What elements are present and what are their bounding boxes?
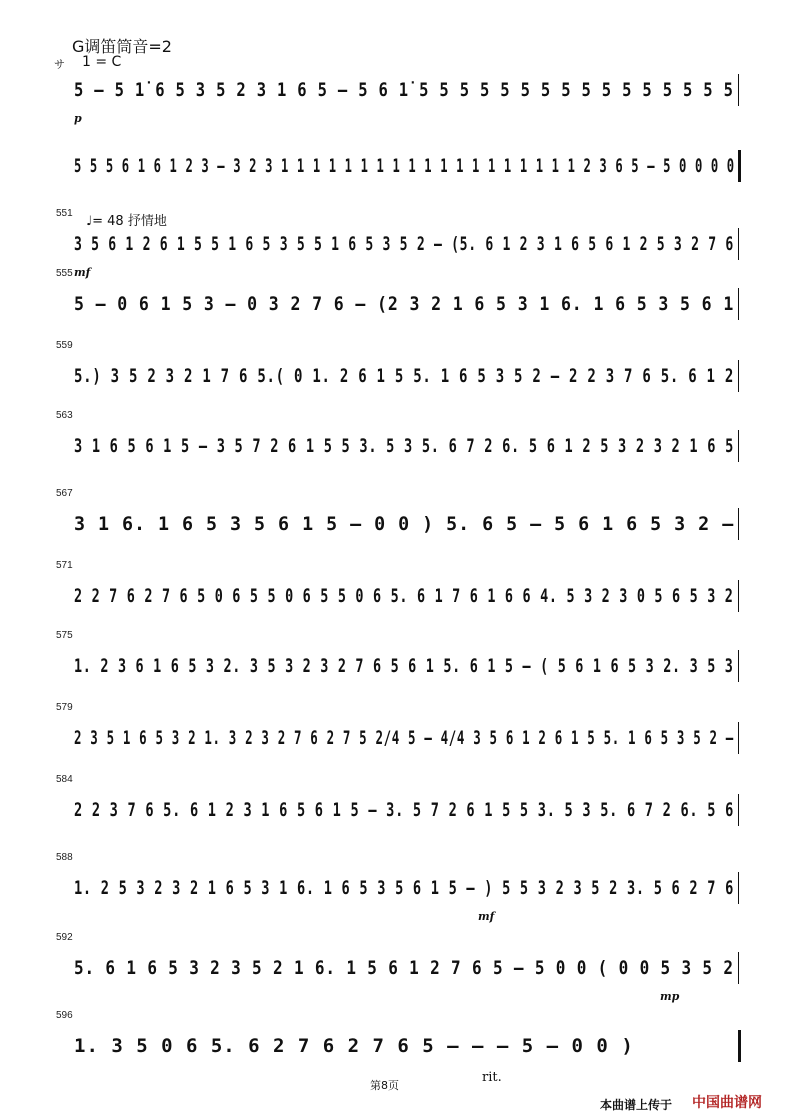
jianpu-notes: 5. 6 1 6 5 3 2 3 5 2 1 6. 1 5 6 1 2 7 6 5 – 5 0 0 ( 0 0 5 3 5 2: [74, 957, 734, 979]
jianpu-notes: 2 3 5 1 6 5 3 2 1. 3 2 3 2 7 6 2 7 5 2/4 5 – 4/4 3 5 6 1 2 6 1 5 5. 1 6 5 3 5 2 –: [74, 727, 734, 749]
measure-number: 555: [56, 268, 73, 279]
barline: [738, 288, 739, 320]
jianpu-notes: 5.) 3 5 2 3 2 1 7 6 5.( 0 1. 2 6 1 5 5. 1 6 5 3 5 2 – 2 2 3 7 6 5. 6 1 2: [74, 365, 735, 387]
jianpu-notes: 2 2 7 6 2 7 6 5 0 6 5 5 0 6 5 5 0 6 5. 6 1 7 6 1 6 6 4. 5 3 2 3 0 5 6 5 3 2: [74, 585, 734, 607]
barline: [738, 794, 739, 826]
measure-number: 592: [56, 932, 73, 943]
notation-line: [74, 792, 750, 828]
jianpu-notes: 3 1 6 5 6 1 5 – 3 5 7 2 6 1 5 5 3. 5 3 5. 6 7 2 6. 5 6 1 2 5 3 2 3 2 1 6 5: [74, 435, 734, 457]
music-system: [0, 852, 790, 938]
barline: [738, 650, 739, 682]
notation-line: [74, 358, 750, 394]
notation-line: [74, 578, 750, 614]
barline: [738, 580, 739, 612]
jianpu-notes: 5 5 5 6 1 6 1 2 3 – 3 2 3 1 1 1 1 1 1 1 1 1 1 1 1 1 1 1 1 1 1 1 2 3 6 5 – 5 0 0 0 0: [74, 155, 735, 177]
barline: [738, 1030, 741, 1062]
measure-number: 551: [56, 208, 73, 219]
notation-line: [74, 286, 750, 322]
measure-number: 571: [56, 560, 73, 571]
barline: [738, 508, 739, 540]
jianpu-notes: 1. 3 5 0 6 5. 6 2 7 6 2 7 6 5 – – – 5 – 0 0 ): [74, 1035, 634, 1057]
dynamic-mark: mf: [478, 910, 495, 923]
measure-number: 588: [56, 852, 73, 863]
measure-number: 579: [56, 702, 73, 713]
breath-mark: サ: [54, 58, 65, 71]
music-system: [0, 410, 790, 496]
notation-line: [74, 226, 750, 262]
jianpu-notes: 1. 2 3 6 1 6 5 3 2. 3 5 3 2 3 2 7 6 5 6 1 5. 6 1 5 – ( 5 6 1 6 5 3 2. 3 5 3: [74, 655, 734, 677]
ritardando-mark: rit.: [482, 1070, 502, 1085]
jianpu-notes: 5 – 5 1̇ 6 5 3 5 2 3 1 6 5 – 5 6 1̇ 5 5 5 5 5 5 5 5 5 5 5 5 5 5 5 5: [74, 79, 734, 101]
barline: [738, 74, 739, 106]
dynamic-mark: mp: [660, 990, 680, 1003]
notation-line: [74, 950, 750, 986]
barline: [738, 952, 739, 984]
measure-number: 575: [56, 630, 73, 641]
barline: [738, 872, 739, 904]
barline: [738, 430, 739, 462]
key-signature: G调笛筒音=2: [72, 37, 172, 56]
measure-number: 567: [56, 488, 73, 499]
barline: [738, 360, 739, 392]
notation-line: [74, 148, 750, 184]
music-system: [0, 48, 790, 134]
upload-credit: 本曲谱上传于: [600, 1098, 673, 1112]
jianpu-notes: 3 5 6 1 2 6 1 5 5 1 6 5 3 5 5 1 6 5 3 5 2 – (5. 6 1 2 3 1 6 5 6 1 2 5 3 2 7 6: [74, 233, 734, 255]
notation-line: [74, 506, 750, 542]
barline: [738, 722, 739, 754]
measure-number: 559: [56, 340, 73, 351]
dynamic-mark: mf: [74, 266, 91, 279]
site-logo: 中国曲谱网: [692, 1095, 762, 1111]
jianpu-notes: 5 – 0 6 1 5 3 – 0 3 2 7 6 – (2 3 2 1 6 5 3 1 6. 1 6 5 3 5 6 1: [74, 293, 735, 315]
notation-line: [74, 648, 750, 684]
music-system: [0, 130, 790, 216]
measure-number: 563: [56, 410, 73, 421]
music-system: [0, 774, 790, 860]
music-system: [0, 932, 790, 1018]
tempo-mark: ♩= 48 抒情地: [86, 214, 167, 229]
scale-mark: 1 = C: [82, 54, 122, 70]
dynamic-mark: p: [74, 112, 82, 125]
notation-line: [74, 428, 750, 464]
jianpu-notes: 3 1 6. 1 6 5 3 5 6 1 5 – 0 0 ) 5. 6 5 – 5 6 1 6 5 3 2 –: [74, 513, 735, 535]
barline: [738, 228, 739, 260]
page-number: 第8页: [370, 1079, 399, 1092]
notation-line: [74, 720, 750, 756]
notation-line: [74, 72, 750, 108]
jianpu-notes: 1. 2 5 3 2 3 2 1 6 5 3 1 6. 1 6 5 3 5 6 1 5 – ) 5 5 3 2 3 5 2 3. 5 6 2 7 6: [74, 877, 734, 899]
notation-line: [74, 870, 750, 906]
measure-number: 584: [56, 774, 73, 785]
barline: [738, 150, 741, 182]
notation-line: [74, 1028, 750, 1064]
measure-number: 596: [56, 1010, 73, 1021]
jianpu-notes: 2 2 3 7 6 5. 6 1 2 3 1 6 5 6 1 5 – 3. 5 7 2 6 1 5 5 3. 5 3 5. 6 7 2 6. 5 6: [74, 799, 734, 821]
